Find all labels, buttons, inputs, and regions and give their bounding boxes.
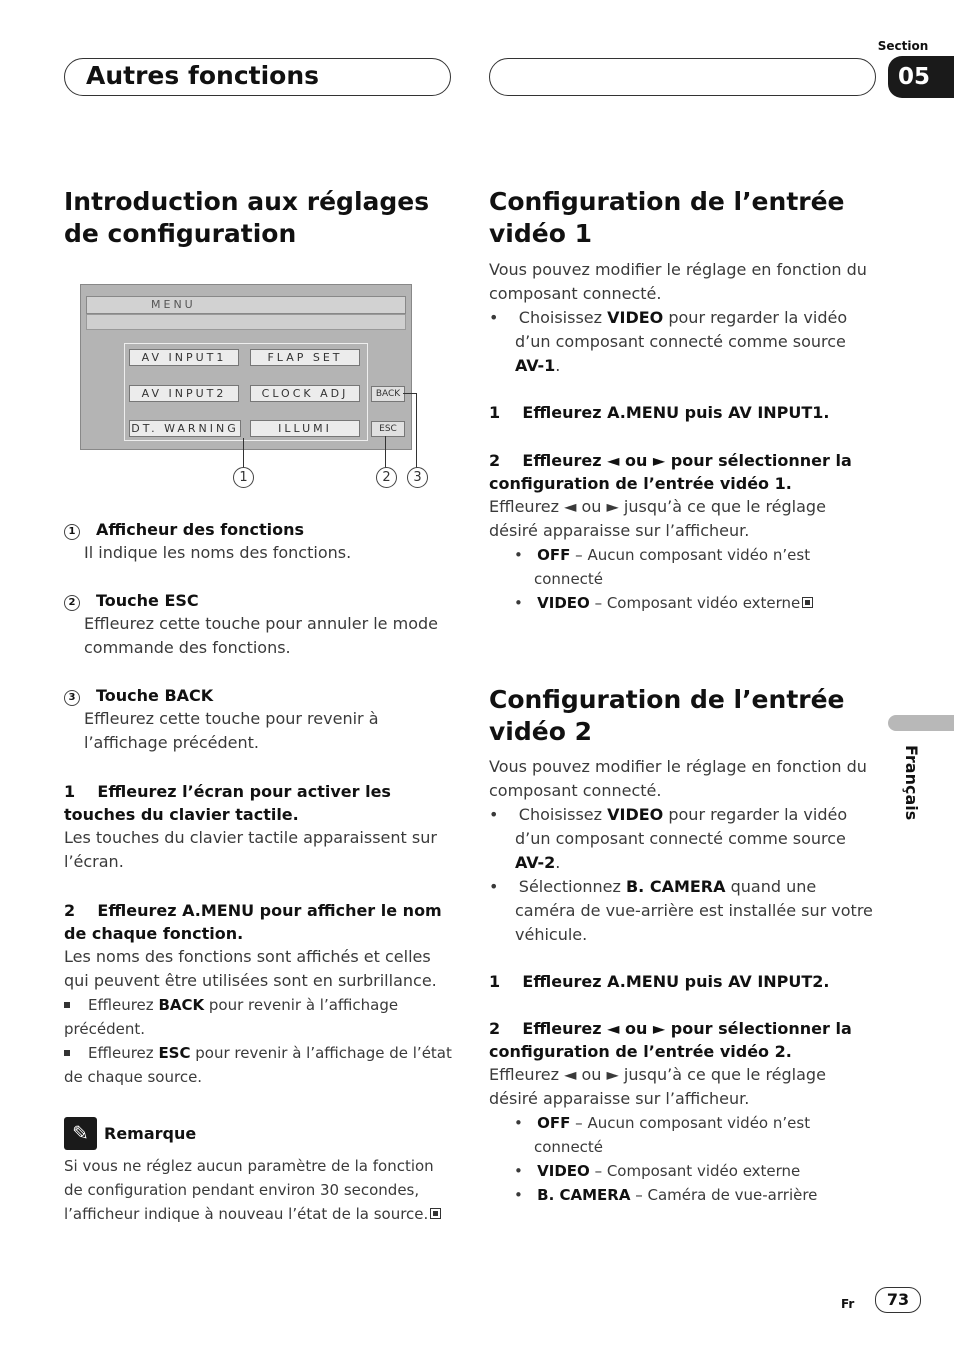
video2-step-1: 1 Effleurez A.MENU puis AV INPUT2. <box>489 972 830 991</box>
callout-line-2 <box>385 436 386 468</box>
legend-text: Effleurez cette touche pour revenir à l’affichage précédent. <box>84 709 379 752</box>
header-empty-frame <box>489 58 876 96</box>
option-video: • VIDEO – Composant vidéo externe <box>489 591 874 615</box>
clock-adj-button[interactable]: CLOCK ADJ <box>250 385 360 402</box>
callout-3: 3 <box>407 467 428 488</box>
end-of-section-icon <box>430 1208 441 1219</box>
legend-item-3 <box>64 684 454 755</box>
intro-step-2 <box>64 899 454 1089</box>
dt-warning-button[interactable]: DT. WARNING <box>129 420 241 437</box>
chapter-title: Autres fonctions <box>86 61 320 90</box>
page-number: 73 <box>875 1287 921 1313</box>
legend-number: 1 <box>64 524 80 540</box>
step-text: Les noms des fonctions sont affichés et celles qui peuvent être utilisées sont en surbrillance. <box>64 947 437 990</box>
step-text: Effleurez ◄ ou ► jusqu’à ce que le réglage désiré apparaisse sur l’afficheur. <box>489 497 826 540</box>
legend-number: 3 <box>64 690 80 706</box>
language-label: Français <box>902 745 921 821</box>
esc-button[interactable]: ESC <box>371 421 405 437</box>
note-pencil-icon: ✎ <box>64 1117 97 1150</box>
legend-text: Il indique les noms des fonctions. <box>84 543 352 562</box>
menu-title: MENU <box>151 298 196 311</box>
option-video: • VIDEO – Composant vidéo externe <box>514 1162 801 1180</box>
language-tab <box>888 715 954 731</box>
video1-intro: Vous pouvez modifier le réglage en fonction du composant connecté. <box>489 260 867 303</box>
step-text: Les touches du clavier tactile apparaissent sur l’écran. <box>64 828 437 871</box>
section-label: Section <box>877 39 929 53</box>
legend-number: 2 <box>64 595 80 611</box>
intro-step-1 <box>64 780 454 874</box>
section-number-badge: 05 <box>888 56 954 98</box>
step-number: 2 <box>64 901 76 920</box>
video1-step-2: 2 Effleurez ◄ ou ► pour sélectionner la configuration de l’entrée vidéo 1. Effleurez ◄ ou ► jusqu’à ce que le réglage désiré apparaisse sur l’afficheur. • OFF – Aucun composant vidéo n’est connecté • VIDEO – Composant vidéo externe <box>489 449 874 615</box>
step-number: 1 <box>64 782 76 801</box>
callout-line-3b <box>416 393 417 468</box>
video1-heading: Configuration de l’entrée vidéo 1 <box>489 187 845 248</box>
intro-heading: Introduction aux réglages de configuration <box>64 187 430 248</box>
footer-language-code: Fr <box>841 1297 855 1311</box>
bullet-back: Effleurez BACK pour revenir à l’affichage précédent. <box>64 996 399 1038</box>
video1-step-1: 1 Effleurez A.MENU puis AV INPUT1. <box>489 403 830 422</box>
video2-body <box>489 755 874 947</box>
step-title: Effleurez A.MENU pour afficher le nom de chaque fonction. <box>64 901 442 943</box>
square-bullet-icon <box>64 1050 70 1056</box>
legend-text: Effleurez cette touche pour annuler le mode commande des fonctions. <box>84 614 438 657</box>
menu-title-bar <box>86 296 406 314</box>
illumi-button[interactable]: ILLUMI <box>250 420 360 437</box>
legend-title: Afficheur des fonctions <box>96 520 305 539</box>
video2-step-2: 2 Effleurez ◄ ou ► pour sélectionner la configuration de l’entrée vidéo 2. Effleurez ◄ ou ► jusqu’à ce que le réglage désiré apparaisse sur l’afficheur. • OFF – Aucun composant vidéo n’est connecté • VIDEO – Composant vidéo externe • B. CAMERA – Caméra de vue-arrière <box>489 1017 874 1207</box>
av-input2-button[interactable]: AV INPUT2 <box>129 385 239 402</box>
step-text: Effleurez ◄ ou ► jusqu’à ce que le réglage désiré apparaisse sur l’afficheur. <box>489 1065 826 1108</box>
end-of-section-icon <box>802 597 813 608</box>
legend-title: Touche BACK <box>96 686 214 705</box>
video1-bullet: • Choisissez VIDEO pour regarder la vidéo d’un composant connecté comme source AV-1. <box>489 308 848 375</box>
legend-item-1 <box>64 518 454 565</box>
video2-heading: Configuration de l’entrée vidéo 2 <box>489 685 845 746</box>
video2-bullet-video: • Choisissez VIDEO pour regarder la vidéo d’un composant connecté comme source AV-2. <box>489 805 848 872</box>
option-b-camera: • B. CAMERA – Caméra de vue-arrière <box>514 1186 818 1204</box>
bullet-esc: Effleurez ESC pour revenir à l’affichage de l’état de chaque source. <box>64 1044 452 1086</box>
square-bullet-icon <box>64 1002 70 1008</box>
step-title: Effleurez l’écran pour activer les touches du clavier tactile. <box>64 782 391 824</box>
note-text: Si vous ne réglez aucun paramètre de la fonction de configuration pendant environ 30 secondes, l’afficheur indique à nouveau l’état de la source. <box>64 1154 449 1226</box>
option-off: • OFF – Aucun composant vidéo n’est connecté <box>514 546 811 588</box>
video1-body <box>489 258 874 378</box>
av-input1-button[interactable]: AV INPUT1 <box>129 349 239 366</box>
callout-1: 1 <box>233 467 254 488</box>
callout-line-3a <box>403 393 417 394</box>
menu-status-bar <box>86 314 406 330</box>
note-title: Remarque <box>104 1124 197 1143</box>
legend-title: Touche ESC <box>96 591 199 610</box>
callout-2: 2 <box>376 467 397 488</box>
callout-line-1 <box>243 438 244 468</box>
flap-set-button[interactable]: FLAP SET <box>250 349 360 366</box>
option-off: • OFF – Aucun composant vidéo n’est connecté <box>514 1114 811 1156</box>
back-button[interactable]: BACK <box>371 386 405 402</box>
video2-intro: Vous pouvez modifier le réglage en fonction du composant connecté. <box>489 757 867 800</box>
video2-bullet-camera: • Sélectionnez B. CAMERA quand une caméra de vue-arrière est installée sur votre véhicule. <box>489 877 873 944</box>
legend-item-2 <box>64 589 454 660</box>
